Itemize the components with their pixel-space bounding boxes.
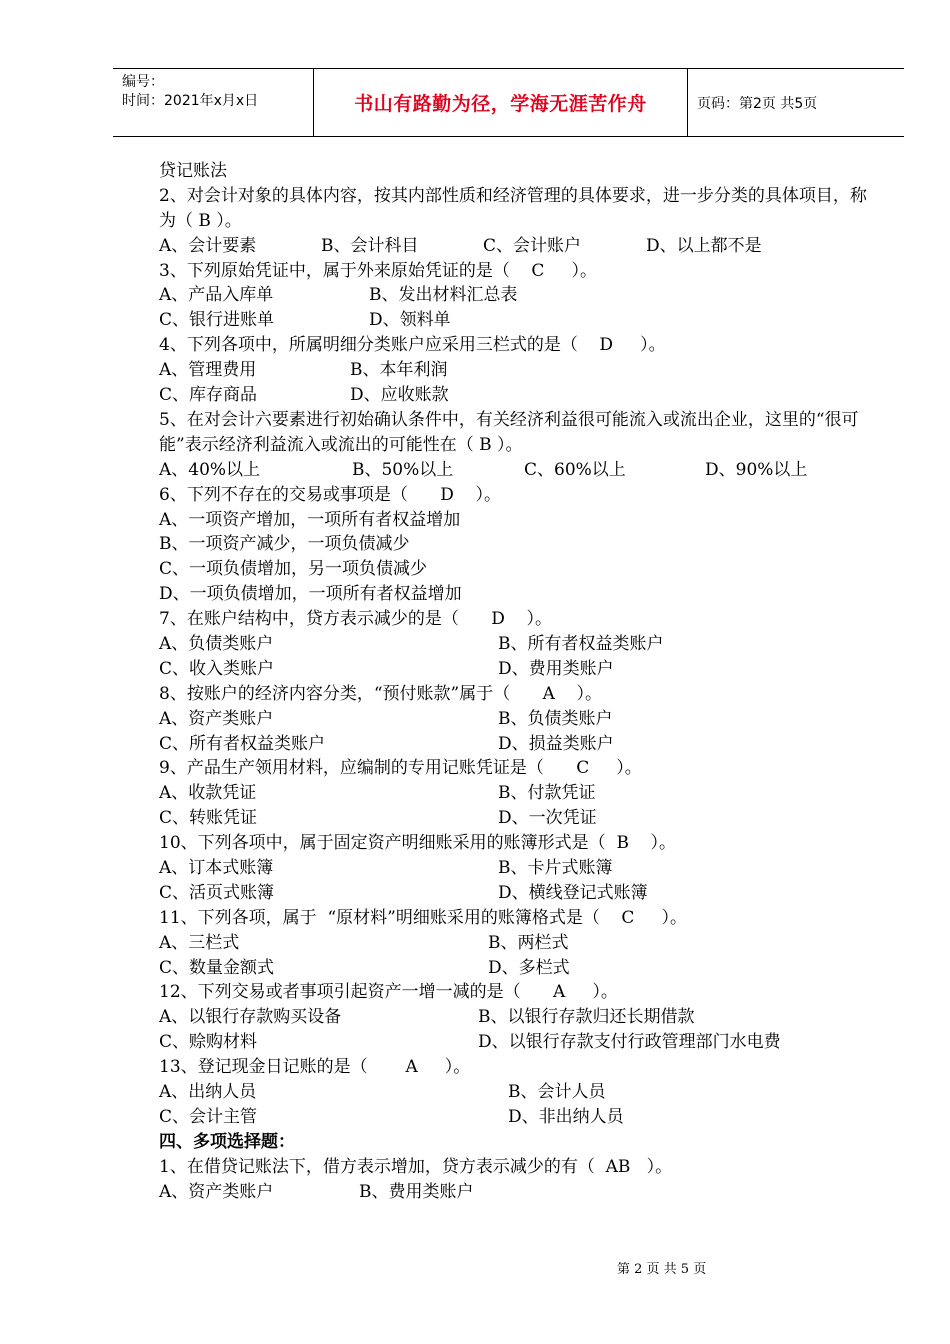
option-text: B、会计人员 xyxy=(508,1082,606,1103)
option-text: A、40%以上 xyxy=(159,459,261,480)
option-text: A、资产类账户 xyxy=(159,1181,274,1202)
option-row xyxy=(159,383,869,408)
option-text: D、90%以上 xyxy=(705,459,808,480)
document-time-label: 时间：2021年x月x日 xyxy=(122,93,259,109)
option-text: C、银行进账单 xyxy=(159,310,275,331)
option-text: A、收款凭证 xyxy=(159,783,257,804)
question-line: A、一项资产增加，一项所有者权益增加 xyxy=(159,509,461,530)
option-text: B、付款凭证 xyxy=(498,783,596,804)
option-text: A、订本式账簿 xyxy=(159,858,274,878)
option-row xyxy=(159,781,869,806)
question-line: 1、在借贷记账法下，借方表示增加，贷方表示减少的有（ AB ）。 xyxy=(159,1156,673,1177)
option-text: C、会计账户 xyxy=(483,235,582,256)
option-row xyxy=(159,1080,869,1105)
option-row xyxy=(159,856,869,881)
option-text: A、出纳人员 xyxy=(159,1082,257,1103)
option-text: C、收入类账户 xyxy=(159,658,275,679)
section-heading: 四、多项选择题： xyxy=(159,1131,295,1152)
question-line: 5、在对会计六要素进行初始确认条件中，有关经济利益很可能流入或流出企业，这里的“很可能”表示经济利益流入或流出的可能性在（ B ）。 xyxy=(159,409,859,455)
option-row xyxy=(159,1180,869,1205)
question-line: 4、下列各项中，所属明细分类账户应采用三栏式的是（ D ）。 xyxy=(159,335,666,356)
option-text: B、两栏式 xyxy=(488,932,569,953)
option-text: C、会计主管 xyxy=(159,1106,258,1127)
question-line: D、一项负债增加，一项所有者权益增加 xyxy=(159,584,462,605)
option-text: B、费用类账户 xyxy=(359,1181,474,1202)
option-text: A、会计要素 xyxy=(159,235,257,256)
option-text: C、数量金额式 xyxy=(159,957,275,978)
option-text: C、赊购材料 xyxy=(159,1032,258,1053)
option-text: B、发出材料汇总表 xyxy=(369,285,518,306)
question-line: 7、在账户结构中，贷方表示减少的是（ D ）。 xyxy=(159,609,552,630)
option-text: D、应收账款 xyxy=(350,385,449,406)
option-row xyxy=(159,806,869,831)
document-number-label: 编号： xyxy=(122,74,164,90)
option-row xyxy=(159,632,869,657)
option-text: A、产品入库单 xyxy=(159,285,274,306)
option-text: C、库存商品 xyxy=(159,385,258,406)
option-text: B、以银行存款归还长期借款 xyxy=(478,1007,695,1028)
question-line: 2、对会计对象的具体内容，按其内部性质和经济管理的具体要求，进一步分类的具体项目，称为（ B ）。 xyxy=(159,185,867,231)
option-text: D、多栏式 xyxy=(488,957,570,978)
option-text: B、会计科目 xyxy=(321,235,419,256)
question-line: 13、登记现金日记账的是（ A ）。 xyxy=(159,1057,471,1078)
option-text: B、负债类账户 xyxy=(498,708,613,729)
option-text: A、负债类账户 xyxy=(159,633,274,654)
option-text: A、资产类账户 xyxy=(159,708,274,729)
option-row xyxy=(159,1105,869,1130)
question-line: 11、下列各项，属于 “原材料”明细账采用的账簿格式是（ C ）。 xyxy=(159,907,687,928)
option-row xyxy=(159,308,869,333)
option-text: D、横线登记式账簿 xyxy=(498,882,648,903)
option-text: C、60%以上 xyxy=(524,459,626,480)
question-line: 12、下列交易或者事项引起资产一增一减的是（ A ）。 xyxy=(159,982,618,1003)
option-text: D、一次凭证 xyxy=(498,808,597,829)
question-line: 贷记账法 xyxy=(159,161,227,181)
option-text: D、以上都不是 xyxy=(646,235,762,256)
option-text: C、转账凭证 xyxy=(159,808,258,829)
option-text: A、管理费用 xyxy=(159,360,257,381)
option-row xyxy=(159,358,869,383)
option-row xyxy=(159,956,869,981)
option-row xyxy=(159,881,869,906)
question-line: C、一项负债增加，另一项负债减少 xyxy=(159,559,428,580)
option-row xyxy=(159,458,869,483)
question-line: 6、下列不存在的交易或事项是（ D ）。 xyxy=(159,484,501,505)
option-row xyxy=(159,234,869,259)
header-page-number: 页码：第2页 共5页 xyxy=(697,95,818,112)
question-line: 10、下列各项中，属于固定资产明细账采用的账簿形式是（ B ）。 xyxy=(159,833,677,854)
option-text: B、本年利润 xyxy=(350,360,448,381)
option-text: A、三栏式 xyxy=(159,932,240,953)
option-row xyxy=(159,283,869,308)
option-text: B、50%以上 xyxy=(352,459,454,480)
question-line: B、一项资产减少，一项负债减少 xyxy=(159,534,410,555)
question-line: 9、产品生产领用材料，应编制的专用记账凭证是（ C ）。 xyxy=(159,758,642,779)
option-row xyxy=(159,931,869,956)
option-text: B、所有者权益类账户 xyxy=(498,633,664,654)
option-text: D、损益类账户 xyxy=(498,733,614,754)
option-text: D、以银行存款支付行政管理部门水电费 xyxy=(478,1032,781,1053)
option-text: A、以银行存款购买设备 xyxy=(159,1007,342,1028)
option-text: D、领料单 xyxy=(369,310,451,331)
question-line: 8、按账户的经济内容分类，“预付账款”属于（ A ）。 xyxy=(159,683,603,704)
document-body xyxy=(159,159,869,1204)
header-motto: 书山有路勤为径，学海无涯苦作舟 xyxy=(314,69,688,136)
option-text: C、活页式账簿 xyxy=(159,882,275,903)
option-row xyxy=(159,657,869,682)
page-header xyxy=(113,68,904,137)
option-row xyxy=(159,707,869,732)
option-row xyxy=(159,1005,869,1030)
option-row xyxy=(159,1030,869,1055)
header-meta xyxy=(113,69,314,136)
option-text: D、非出纳人员 xyxy=(508,1106,624,1127)
page-footer: 第 2 页 共 5 页 xyxy=(617,1262,707,1277)
option-text: B、卡片式账簿 xyxy=(498,858,613,878)
option-text: D、费用类账户 xyxy=(498,658,614,679)
option-text: C、所有者权益类账户 xyxy=(159,733,326,754)
question-line: 3、下列原始凭证中，属于外来原始凭证的是（ C ）。 xyxy=(159,260,597,281)
option-row xyxy=(159,732,869,757)
